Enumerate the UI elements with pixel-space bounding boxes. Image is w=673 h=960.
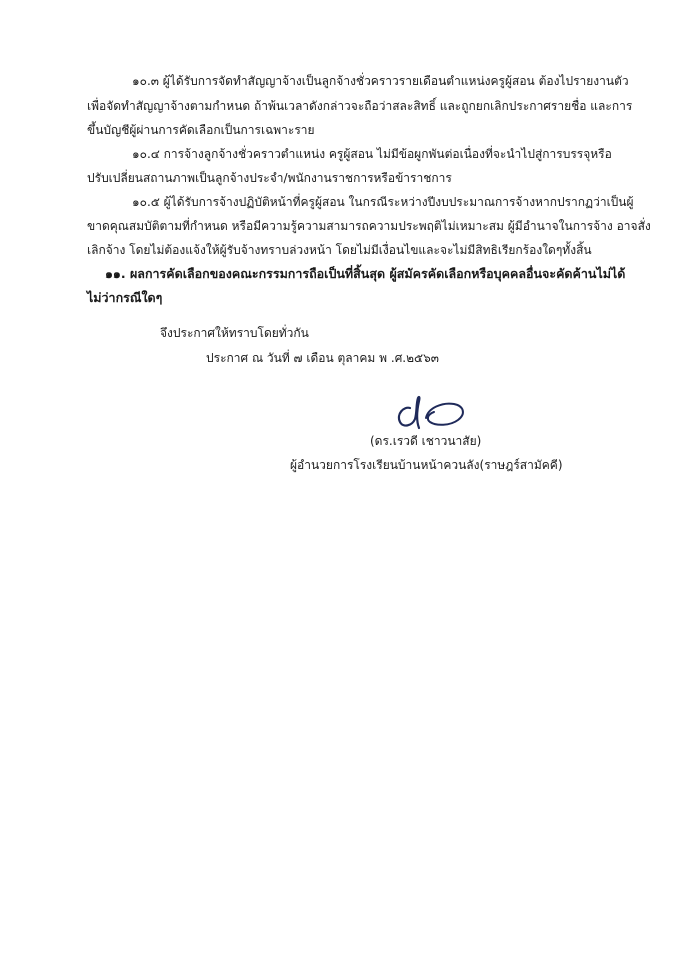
announcement-statement: จึงประกาศให้ทราบโดยทั่วกัน	[160, 326, 309, 340]
clause-10-5-line-2: ขาดคุณสมบัติตามที่กำหนด หรือมีความรู้ความสามารถความประพฤติไม่เหมาะสม ผู้มีอำนาจในการจ้าง อาจสั่ง	[87, 219, 651, 233]
clause-11-line-1: ๑๑. ผลการคัดเลือกของคณะกรรมการถือเป็นที่สิ้นสุด ผู้สมัครคัดเลือกหรือบุคคลอื่นจะคัดค้านไม่ได้	[105, 266, 626, 281]
clause-10-4-line-1: ๑๐.๔ การจ้างลูกจ้างชั่วคราวตำแหน่ง ครูผู้สอน ไม่มีข้อผูกพันต่อเนื่องที่จะนำไปสู่การบรรจุหรือ	[132, 147, 612, 161]
signature-image	[392, 394, 470, 434]
announcement-date: ประกาศ ณ วันที่ ๗ เดือน ตุลาคม พ .ศ.๒๕๖๓	[206, 351, 439, 365]
clause-10-4-line-2: ปรับเปลี่ยนสถานภาพเป็นลูกจ้างประจำ/พนักงานราชการหรือข้าราชการ	[87, 171, 452, 185]
clause-10-3-line-3: ขึ้นบัญชีผู้ผ่านการคัดเลือกเป็นการเฉพาะราย	[87, 123, 315, 137]
signatory-position: ผู้อำนวยการโรงเรียนบ้านหน้าควนลัง(ราษฎร์สามัคคี)	[290, 458, 563, 472]
clause-10-3-line-1: ๑๐.๓ ผู้ได้รับการจัดทำสัญญาจ้างเป็นลูกจ้างชั่วคราวรายเดือนตำแหน่งครูผู้สอน ต้องไปรายงานตัว	[132, 74, 629, 88]
clause-11-line-2: ไม่ว่ากรณีใดๆ	[87, 290, 163, 305]
signatory-name: (ดร.เรวดี เชาวนาสัย)	[370, 434, 482, 448]
clause-10-5-line-3: เลิกจ้าง โดยไม่ต้องแจ้งให้ผู้รับจ้างทราบล่วงหน้า โดยไม่มีเงื่อนไขและจะไม่มีสิทธิเรียกร้องใดๆทั้งสิ้น	[87, 243, 592, 257]
clause-10-5-line-1: ๑๐.๕ ผู้ได้รับการจ้างปฏิบัติหน้าที่ครูผู้สอน ในกรณีระหว่างปีงบประมาณการจ้างหากปรากฏว่าเป็นผู้	[132, 195, 634, 209]
clause-10-3-line-2: เพื่อจัดทำสัญญาจ้างตามกำหนด ถ้าพ้นเวลาดังกล่าวจะถือว่าสละสิทธิ์ และถูกยกเลิกประกาศรายชื่อ และการ	[87, 99, 633, 113]
